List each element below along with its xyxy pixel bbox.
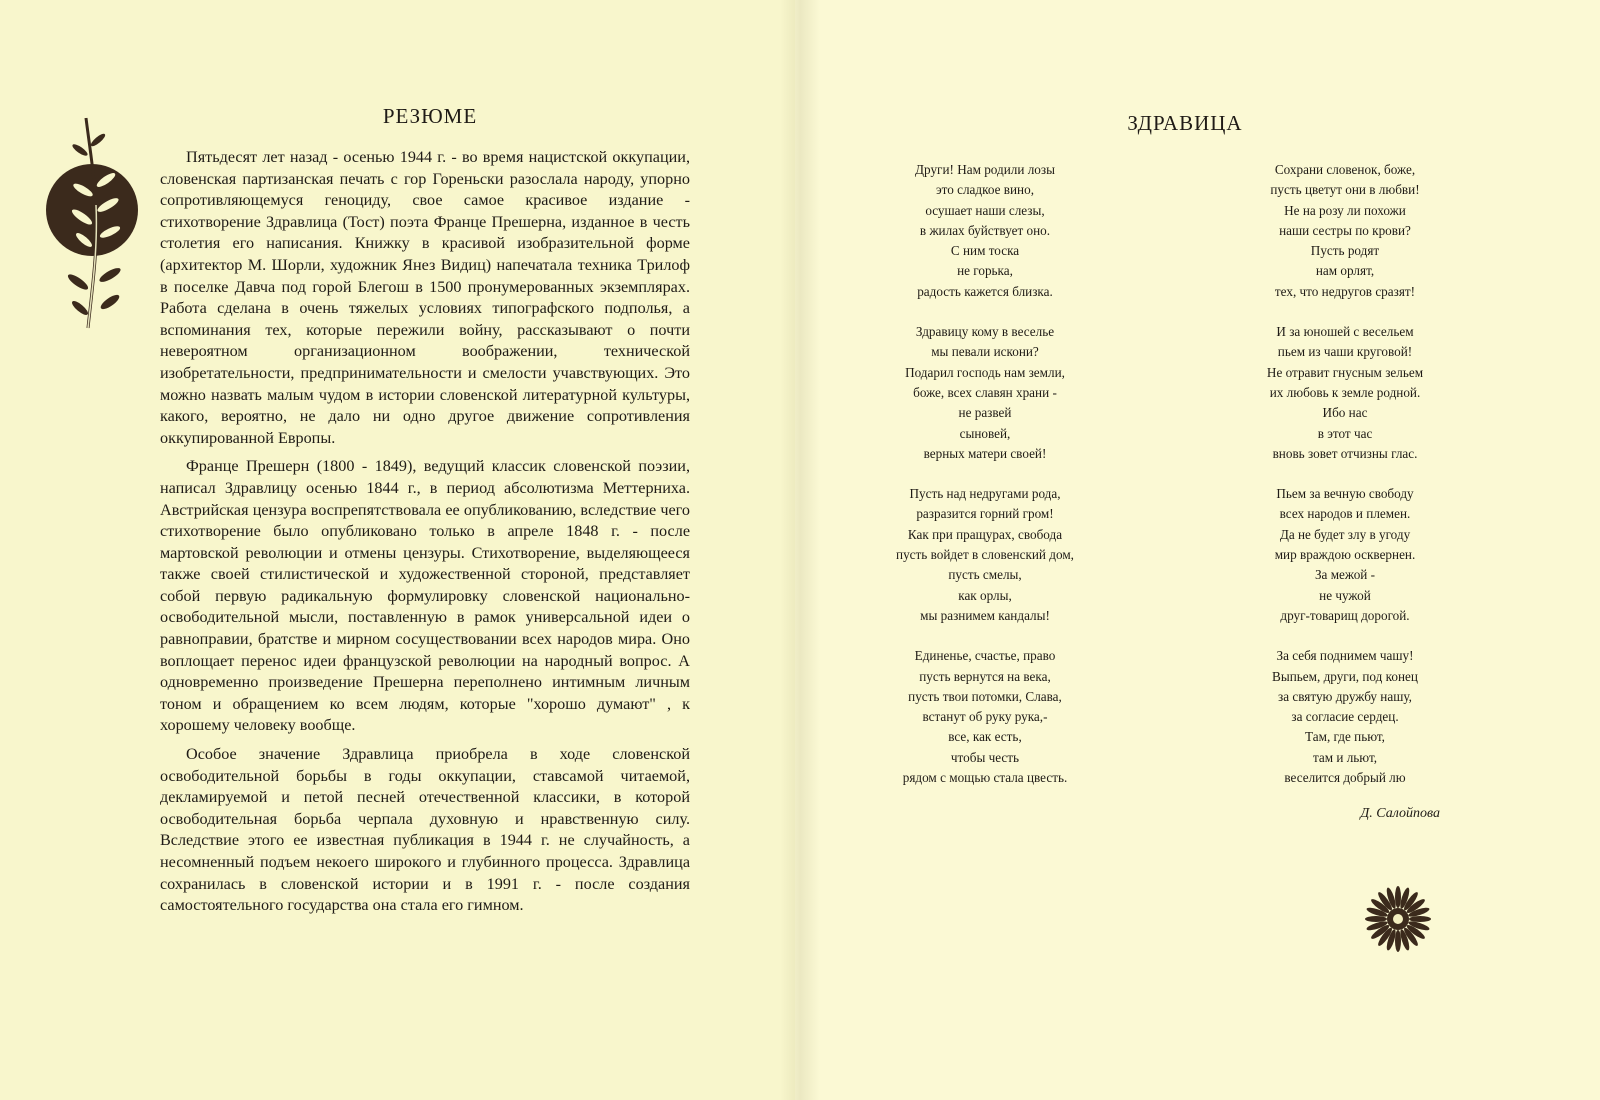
- poem-line: пусть смелы,: [948, 567, 1022, 583]
- poem-line: Подарил господь нам земли,: [905, 364, 1065, 380]
- poem-line: пусть цветут они в любви!: [1270, 182, 1420, 198]
- poem-line: Единенье, счастье, право: [914, 648, 1056, 664]
- poem-line: нам орлят,: [1315, 263, 1375, 279]
- poem-line: За себя поднимем чашу!: [1276, 648, 1414, 664]
- translator-signature: Д. Салойпова: [1360, 806, 1440, 821]
- poem-line: Как при пращурах, свобода: [907, 526, 1063, 542]
- poem-stanza: [880, 160, 1090, 302]
- poem-line: чтобы честь: [950, 749, 1020, 765]
- poem-line: за святую дружбу нашу,: [1278, 688, 1412, 704]
- poem-line: сыновей,: [959, 425, 1011, 441]
- poem-line: Выпьем, други, под конец: [1272, 668, 1418, 684]
- poem-line: пусть войдет в словенский дом,: [896, 547, 1074, 563]
- poem-line: не чужой: [1319, 587, 1371, 603]
- poem-line: Пьем за вечную свободу: [1276, 486, 1414, 502]
- poem-stanza: [1240, 646, 1450, 788]
- poem-stanza: [880, 322, 1090, 464]
- poem-line: Да не будет злу в угоду: [1279, 526, 1411, 542]
- poem-column-right: [1240, 160, 1450, 808]
- sunflower-petal: [1409, 916, 1431, 922]
- poem-line: не развей: [958, 405, 1012, 421]
- sunflower-petal: [1365, 916, 1387, 922]
- poem-line: И за юношей с весельем: [1276, 324, 1414, 340]
- poem-line: их любовь к земле родной.: [1269, 384, 1421, 400]
- poem-line: всех народов и племен.: [1279, 506, 1411, 522]
- poem-line: там и льют,: [1312, 749, 1378, 765]
- poem-line: в этот час: [1317, 425, 1373, 441]
- paragraph: Франце Прешерн (1800 - 1849), ведущий классик словенской поэзии, написал Здравлицу осенью 1844 г., в период абсолютизма Меттерниха. Австрийская цензура воспрепятствовала ее опубликованию, вследствие чего стихотворение было опубликовано только в апреле 1848 г. - после мартовской революции и отмены цензуры. Стихотворение, выделяющееся также своей стилистической и художественной стороной, представляет собой первую радикальную формулировку словенской национально-освободительной мысли, поставленную в рамок универсальной идеи о равноправии, братстве и мирном сосуществовании всех народов мира. Оно воплощает перенос идеи французской революции на народный вопрос. А одновременно произведение Прешерна переполнено интимным личным тоном и обращением ко всем людям, которые "хорошо думают" , к хорошему человеку вообще.: [160, 457, 690, 735]
- poem-line: боже, всех славян храни -: [913, 384, 1057, 400]
- poem-line: пусть вернутся на века,: [919, 668, 1051, 684]
- poem-line: разразится горний гром!: [916, 506, 1054, 522]
- poem-line: За межой -: [1314, 567, 1376, 583]
- poem-line: радость кажется близка.: [917, 283, 1053, 299]
- sunflower-petal: [1395, 886, 1401, 908]
- poem-line: Пусть над недругами рода,: [909, 486, 1061, 502]
- poem-line: вновь зовет отчизны глас.: [1272, 445, 1418, 461]
- paragraph: Особое значение Здравлица приобрела в ходе словенской освободительной борьбы в годы оккупации, ставсамой читаемой, декламируемой и петой песней отечественной классики, в которой освободительная борьба черпала духовную и нравственную силу. Вследствие этого ее известная публикация в 1944 г. не случайность, а несомненный подъем некоего широкого и глубинного процесса. Здравлица сохранилась в словенской истории и в 1991 г. - после создания самостоятельного государства она стала его гимном.: [160, 745, 690, 915]
- poem-line: верных матери своей!: [923, 445, 1047, 461]
- sunflower-icon: [1364, 885, 1432, 953]
- poem-line: Здравицу кому в веселье: [915, 324, 1055, 340]
- poem-line: мир враждою осквернен.: [1274, 547, 1416, 563]
- poem-line: осушает наши слезы,: [925, 202, 1045, 218]
- left-page-title: РЕЗЮМЕ: [382, 104, 478, 128]
- poem-line: все, как есть,: [948, 729, 1022, 745]
- poem-line: рядом с мощью стала цвесть.: [902, 770, 1068, 786]
- poem-line: пусть твои потомки, Слава,: [908, 688, 1062, 704]
- paragraph: Пятьдесят лет назад - осенью 1944 г. - во время нацистской оккупации, словенская партизанская печать с гор Гореньски разослала народу, упорно сопротивляющемуся геноциду, свое самое красивое издание - стихотворение Здравлица (Тост) поэта Франце Прешерна, изданное в честь столетия его написания. Книжку в красивой изобразительной форме (архитектор М. Шорли, художник Янез Видиц) напечатала техника Трилоф в поселке Давча под горой Блегош в 1500 пронумерованных экземплярах. Работа сделана в очень тяжелых условиях типографского подполья, а вспоминания тех, которые пережили войну, рассказывают о почти невероятном организационном воображении, технической изобретательности, предпринимательности и смелости учавствующих. Это можно назвать малым чудом в истории словенской литературной культуры, какого, вероятно, не дало ни одно другое движение сопротивления оккупированной Европы.: [160, 148, 690, 447]
- poem-stanza: [880, 484, 1090, 626]
- poem-stanza: [1240, 322, 1450, 464]
- poem-line: Други! Нам родили лозы: [915, 162, 1055, 177]
- poem-line: Не отравит гнусным зельем: [1266, 364, 1424, 380]
- sunflower-petal: [1395, 930, 1401, 952]
- resume-text: [160, 147, 690, 924]
- poem-line: тех, что недругов сразят!: [1274, 283, 1416, 299]
- poem-stanza: [1240, 160, 1450, 302]
- poem-line: мы певали искони?: [931, 344, 1039, 360]
- right-page-title: ЗДРАВИЦА: [1127, 111, 1243, 135]
- poem-line: Пусть родят: [1310, 243, 1380, 259]
- poem-line: веселится добрый лю: [1284, 770, 1406, 786]
- poem-column-left: [880, 160, 1090, 808]
- poem-line: друг-товарищ дорогой.: [1280, 607, 1410, 623]
- poem-line: пьем из чаши круговой!: [1277, 344, 1413, 360]
- poem-line: в жилах буйствует оно.: [919, 222, 1051, 238]
- poem-stanza: [880, 646, 1090, 788]
- poem-line: Не на розу ли похожи: [1284, 202, 1406, 218]
- poem-line: встанут об руку рука,-: [922, 709, 1048, 725]
- poem-line: С ним тоска: [950, 243, 1020, 259]
- poem-line: Там, где пьют,: [1305, 729, 1385, 745]
- poem-line: не горька,: [957, 263, 1013, 279]
- poem-line: как орлы,: [958, 587, 1012, 603]
- poem-line: Ибо нас: [1322, 405, 1368, 421]
- poem-line: наши сестры по крови?: [1279, 222, 1411, 238]
- olive-branch-sun-icon: [40, 110, 140, 335]
- poem-line: Сохрани словенок, боже,: [1274, 162, 1416, 177]
- poem-stanza: [1240, 484, 1450, 626]
- poem-line: мы разнимем кандалы!: [920, 607, 1050, 623]
- poem-line: это сладкое вино,: [935, 182, 1034, 198]
- book-gutter: [780, 0, 820, 1100]
- poem-line: за согласие сердец.: [1291, 709, 1399, 725]
